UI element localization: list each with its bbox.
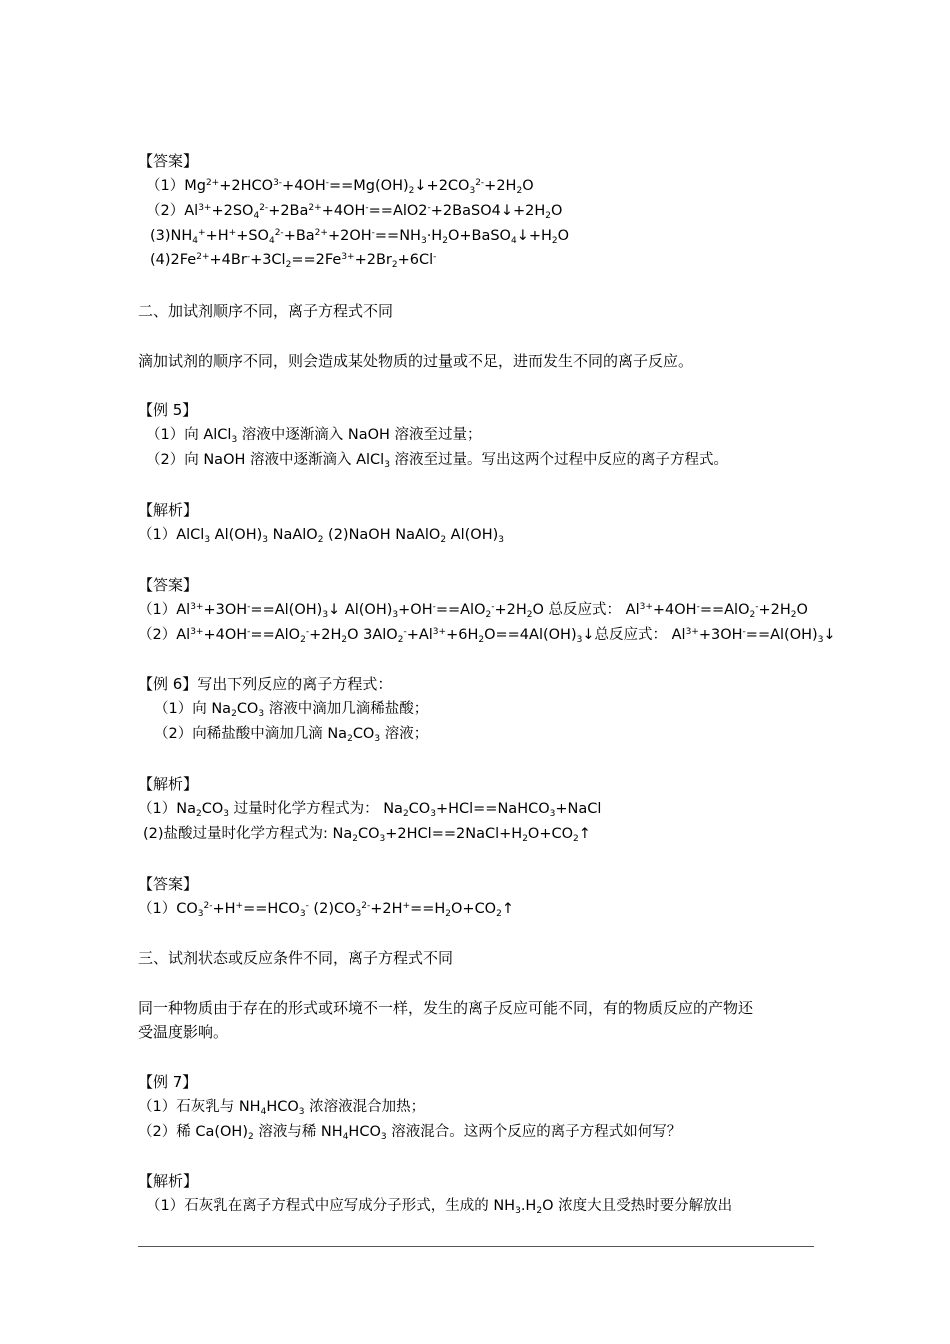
subscript: 4 xyxy=(510,236,517,247)
text-line xyxy=(154,724,428,744)
text-run: （1）AlCl xyxy=(138,527,205,543)
text-run: ↓+H xyxy=(516,228,552,244)
text-run: 浓溶液混合加热； xyxy=(304,1099,426,1115)
text-run: +4OH xyxy=(282,178,326,194)
text-run: ↓总反应式： Al xyxy=(582,627,686,643)
subscript: 3 xyxy=(355,909,362,920)
superscript: - xyxy=(371,228,375,239)
text-run: +SO xyxy=(236,228,269,244)
text-run: ==AlO xyxy=(435,602,486,618)
text-line xyxy=(146,1196,732,1216)
text-run: .H xyxy=(520,1198,537,1214)
text-run: 【答案】 xyxy=(138,875,199,893)
superscript: 3+ xyxy=(341,252,355,263)
superscript: - xyxy=(247,602,251,613)
text-run: +2SO xyxy=(211,203,254,219)
text-run: ==Al(OH) xyxy=(250,602,323,618)
subscript: 2 xyxy=(551,236,558,247)
text-run: +NaCl xyxy=(555,801,602,817)
text-line xyxy=(146,425,482,445)
text-run: O 3AlO xyxy=(347,627,398,643)
superscript: 3+ xyxy=(639,602,653,613)
footer-divider xyxy=(138,1246,814,1247)
text-run: 溶液中逐渐滴入 NaOH 溶液至过量； xyxy=(237,427,482,443)
text-run: ==NH xyxy=(374,228,421,244)
superscript: - xyxy=(432,602,436,613)
subscript: 3 xyxy=(430,809,436,820)
superscript: + xyxy=(235,901,244,912)
text-line xyxy=(138,899,514,919)
text-line xyxy=(138,600,808,620)
text-run: +2Br xyxy=(354,252,392,268)
text-run: HCO xyxy=(348,1124,381,1140)
text-run: （2）Al xyxy=(138,627,191,643)
text-run: ==2Fe xyxy=(291,252,342,268)
text-run: +4Br xyxy=(209,252,247,268)
text-run: O+BaSO xyxy=(447,228,511,244)
subscript: 2 xyxy=(300,635,306,646)
text-run: 二、加试剂顺序不同，离子方程式不同 xyxy=(138,302,394,320)
subscript: 2 xyxy=(341,635,348,646)
text-run: O xyxy=(522,178,534,194)
subscript: 3 xyxy=(498,535,504,546)
text-run: +2H xyxy=(494,602,527,618)
superscript: - xyxy=(365,203,369,214)
subscript: 3 xyxy=(322,610,329,621)
subscript: 3 xyxy=(380,1132,387,1143)
text-run: +2H xyxy=(309,627,342,643)
superscript: 2- xyxy=(361,901,371,912)
text-run: ↓+2CO xyxy=(414,178,470,194)
subscript: 3 xyxy=(515,1206,521,1217)
text-run: （2）向 NaOH 溶液中逐渐滴入 AlCl xyxy=(146,452,385,468)
subscript: 3 xyxy=(223,809,229,820)
superscript: 3+ xyxy=(190,627,204,638)
text-run: ==Al(OH) xyxy=(745,627,818,643)
text-line xyxy=(138,948,453,968)
text-run: 受温度影响。 xyxy=(138,1023,229,1041)
text-line xyxy=(138,351,693,371)
superscript: - xyxy=(305,901,309,912)
text-run: （2）稀 Ca(OH) xyxy=(138,1124,248,1140)
text-line xyxy=(146,450,728,470)
subscript: 3 xyxy=(262,535,268,546)
subscript: 3 xyxy=(817,635,824,646)
superscript: - xyxy=(696,602,700,613)
text-run: +6Cl xyxy=(397,252,434,268)
text-run: CO xyxy=(352,726,375,742)
text-run: ==H xyxy=(410,901,446,917)
text-run: 三、试剂状态或反应条件不同，离子方程式不同 xyxy=(138,949,454,967)
text-run: 【例 5】 xyxy=(138,401,198,419)
text-run: ==AlO2 xyxy=(368,203,428,219)
text-line xyxy=(138,500,198,520)
text-line xyxy=(146,201,562,221)
text-line xyxy=(143,824,591,844)
subscript: 3 xyxy=(298,1107,305,1118)
text-line xyxy=(138,1122,681,1142)
subscript: 2 xyxy=(408,186,415,197)
text-line xyxy=(138,998,753,1018)
subscript: 2 xyxy=(231,709,237,720)
text-run: 溶液至过量。写出这两个过程中反应的离子方程式。 xyxy=(389,452,729,468)
text-run: （1）Al xyxy=(138,602,191,618)
superscript: - xyxy=(427,203,431,214)
text-run: Al(OH) xyxy=(210,527,263,543)
text-run: CO xyxy=(358,826,380,842)
text-run: (2)CO xyxy=(308,901,356,917)
subscript: 2 xyxy=(285,260,292,271)
superscript: + xyxy=(198,228,206,239)
text-line xyxy=(138,575,198,595)
text-run: 【解析】 xyxy=(138,501,199,519)
superscript: - xyxy=(403,627,407,638)
superscript: - xyxy=(325,178,329,189)
superscript: 2+ xyxy=(205,178,220,189)
subscript: 3 xyxy=(549,809,556,820)
superscript: 2- xyxy=(274,228,284,239)
text-run: +2OH xyxy=(327,228,372,244)
text-run: （1）Mg xyxy=(146,178,206,194)
text-line xyxy=(138,625,836,645)
subscript: 3 xyxy=(204,535,211,546)
text-run: HCO xyxy=(266,1099,299,1115)
text-run: 溶液与稀 NH xyxy=(253,1124,343,1140)
text-run: （1）石灰乳在离子方程式中应写成分子形式，生成的 NH xyxy=(146,1198,516,1214)
text-run: +Ba xyxy=(283,228,315,244)
text-line xyxy=(150,250,436,270)
text-run: +H xyxy=(212,901,236,917)
subscript: 3 xyxy=(231,435,238,446)
text-run: +4OH xyxy=(652,602,697,618)
text-run: 【例 7】 xyxy=(138,1073,198,1091)
subscript: 2 xyxy=(478,635,485,646)
text-run: +2HCl==2NaCl+H xyxy=(385,826,523,842)
text-run: （1）向 AlCl xyxy=(146,427,232,443)
text-run: O xyxy=(551,203,563,219)
text-line xyxy=(138,1022,228,1042)
text-run: (3)NH xyxy=(150,228,193,244)
text-run: ↓ xyxy=(823,627,836,643)
text-run: +3OH xyxy=(203,602,248,618)
text-run: NaAlO xyxy=(267,527,318,543)
text-run: +Al xyxy=(406,627,433,643)
superscript: 3- xyxy=(273,178,283,189)
subscript: 3 xyxy=(379,834,386,845)
subscript: 2 xyxy=(195,809,202,820)
text-run: O xyxy=(796,602,808,618)
text-run: ·H xyxy=(426,228,443,244)
text-run: （1）向 Na xyxy=(154,701,232,717)
subscript: 4 xyxy=(192,236,199,247)
superscript: - xyxy=(491,602,495,613)
subscript: 4 xyxy=(268,236,275,247)
subscript: 3 xyxy=(299,909,306,920)
superscript: - xyxy=(755,602,759,613)
superscript: - xyxy=(433,252,437,263)
text-line xyxy=(138,400,197,420)
subscript: 3 xyxy=(197,909,204,920)
subscript: 3 xyxy=(576,635,583,646)
text-line xyxy=(138,1072,197,1092)
text-line xyxy=(138,525,504,545)
subscript: 2 xyxy=(790,610,797,621)
text-line xyxy=(138,301,393,321)
superscript: 2- xyxy=(475,178,485,189)
text-line xyxy=(138,1097,425,1117)
text-run: 【答案】 xyxy=(138,152,199,170)
text-run: 溶液； xyxy=(380,726,429,742)
superscript: - xyxy=(247,627,251,638)
text-run: +2HCO xyxy=(219,178,274,194)
subscript: 3 xyxy=(374,734,381,745)
superscript: 3+ xyxy=(190,602,204,613)
text-run: +2H xyxy=(758,602,791,618)
subscript: 2 xyxy=(347,734,353,745)
text-run: 【答案】 xyxy=(138,576,199,594)
text-run: O xyxy=(557,228,570,244)
text-run: +H xyxy=(205,228,229,244)
text-run: +3Cl xyxy=(250,252,286,268)
text-run: 【解析】 xyxy=(138,1172,199,1190)
subscript: 4 xyxy=(260,1107,267,1118)
text-run: （1）Na xyxy=(138,801,196,817)
superscript: 3+ xyxy=(432,627,447,638)
text-run: （2）向稀盐酸中滴加几滴 Na xyxy=(154,726,348,742)
superscript: 2- xyxy=(259,203,269,214)
subscript: 4 xyxy=(342,1132,349,1143)
text-run: 滴加试剂的顺序不同，则会造成某处物质的过量或不足，进而发生不同的离子反应。 xyxy=(138,352,694,370)
text-line xyxy=(150,226,569,246)
subscript: 3 xyxy=(258,709,265,720)
subscript: 2 xyxy=(496,909,502,920)
text-run: +4OH xyxy=(203,627,248,643)
text-line xyxy=(138,874,198,894)
superscript: - xyxy=(305,627,310,638)
text-run: ↓ Al(OH) xyxy=(328,602,393,618)
text-run: （2）Al xyxy=(146,203,199,219)
subscript: 2 xyxy=(397,635,404,646)
subscript: 2 xyxy=(545,211,551,222)
text-run: 同一种物质由于存在的形式或环境不一样，发生的离子反应可能不同，有的物质反应的产物还 xyxy=(138,999,754,1017)
subscript: 4 xyxy=(253,211,260,222)
subscript: 3 xyxy=(392,610,399,621)
subscript: 2 xyxy=(440,535,447,546)
text-line xyxy=(146,176,534,196)
subscript: 2 xyxy=(516,186,523,197)
text-run: O+CO xyxy=(451,901,497,917)
text-run: 【例 6】写出下列反应的离子方程式： xyxy=(138,675,393,693)
text-run: +2BaSO4↓+2H xyxy=(430,203,546,219)
subscript: 2 xyxy=(485,610,492,621)
text-run: +OH xyxy=(398,602,433,618)
text-run: +HCl==NaHCO xyxy=(435,801,550,817)
subscript: 2 xyxy=(352,834,358,845)
text-run: ==AlO xyxy=(699,602,750,618)
text-run: 溶液混合。这两个反应的离子方程式如何写？ xyxy=(386,1124,682,1140)
text-run: CO xyxy=(236,701,259,717)
text-run: +2Ba xyxy=(268,203,309,219)
text-run: Al(OH) xyxy=(446,527,499,543)
subscript: 2 xyxy=(526,610,533,621)
superscript: + xyxy=(402,901,411,912)
text-line xyxy=(138,1171,198,1191)
text-run: (2)盐酸过量时化学方程式为: Na xyxy=(143,826,353,842)
superscript: 2+ xyxy=(314,228,328,239)
subscript: 2 xyxy=(247,1132,254,1143)
text-run: O 总反应式： Al xyxy=(532,602,640,618)
superscript: 3+ xyxy=(198,203,212,214)
subscript: 2 xyxy=(445,909,451,920)
text-run: ==Mg(OH) xyxy=(329,178,409,194)
text-run: +6H xyxy=(446,627,479,643)
text-line xyxy=(138,151,198,171)
text-run: ↑ xyxy=(501,901,514,917)
text-run: O+CO xyxy=(527,826,574,842)
subscript: 2 xyxy=(536,1206,543,1217)
subscript: 3 xyxy=(384,460,390,471)
text-run: 过量时化学方程式为： Na xyxy=(228,801,403,817)
superscript: 2+ xyxy=(196,252,210,263)
text-run: O 浓度大且受热时要分解放出 xyxy=(542,1198,733,1214)
text-run: ==AlO xyxy=(250,627,301,643)
subscript: 2 xyxy=(402,809,409,820)
text-run: 溶液中滴加几滴稀盐酸； xyxy=(264,701,429,717)
subscript: 3 xyxy=(469,186,476,197)
text-run: 【解析】 xyxy=(138,775,199,793)
text-line xyxy=(138,674,392,694)
text-run: CO xyxy=(408,801,431,817)
text-run: CO xyxy=(201,801,224,817)
subscript: 2 xyxy=(522,834,528,845)
superscript: 2- xyxy=(203,901,213,912)
text-line xyxy=(138,799,601,819)
subscript: 2 xyxy=(442,236,448,247)
subscript: 2 xyxy=(317,535,324,546)
superscript: 3+ xyxy=(685,627,699,638)
text-line xyxy=(138,774,198,794)
superscript: - xyxy=(246,252,251,263)
superscript: - xyxy=(742,627,746,638)
subscript: 2 xyxy=(749,610,756,621)
text-run: （1）CO xyxy=(138,901,198,917)
subscript: 2 xyxy=(573,834,579,845)
subscript: 2 xyxy=(391,260,398,271)
superscript: 2+ xyxy=(308,203,322,214)
text-run: ==HCO xyxy=(243,901,300,917)
text-run: O==4Al(OH) xyxy=(484,627,577,643)
text-run: +2H xyxy=(484,178,517,194)
text-run: +2H xyxy=(370,901,403,917)
superscript: + xyxy=(228,228,237,239)
text-run: +3OH xyxy=(698,627,743,643)
subscript: 3 xyxy=(420,236,427,247)
text-run: ↑ xyxy=(578,826,591,842)
text-run: +4OH xyxy=(321,203,366,219)
text-run: (2)NaOH NaAlO xyxy=(323,527,441,543)
text-run: （1）石灰乳与 NH xyxy=(138,1099,261,1115)
text-line xyxy=(154,699,428,719)
text-run: (4)2Fe xyxy=(150,252,197,268)
